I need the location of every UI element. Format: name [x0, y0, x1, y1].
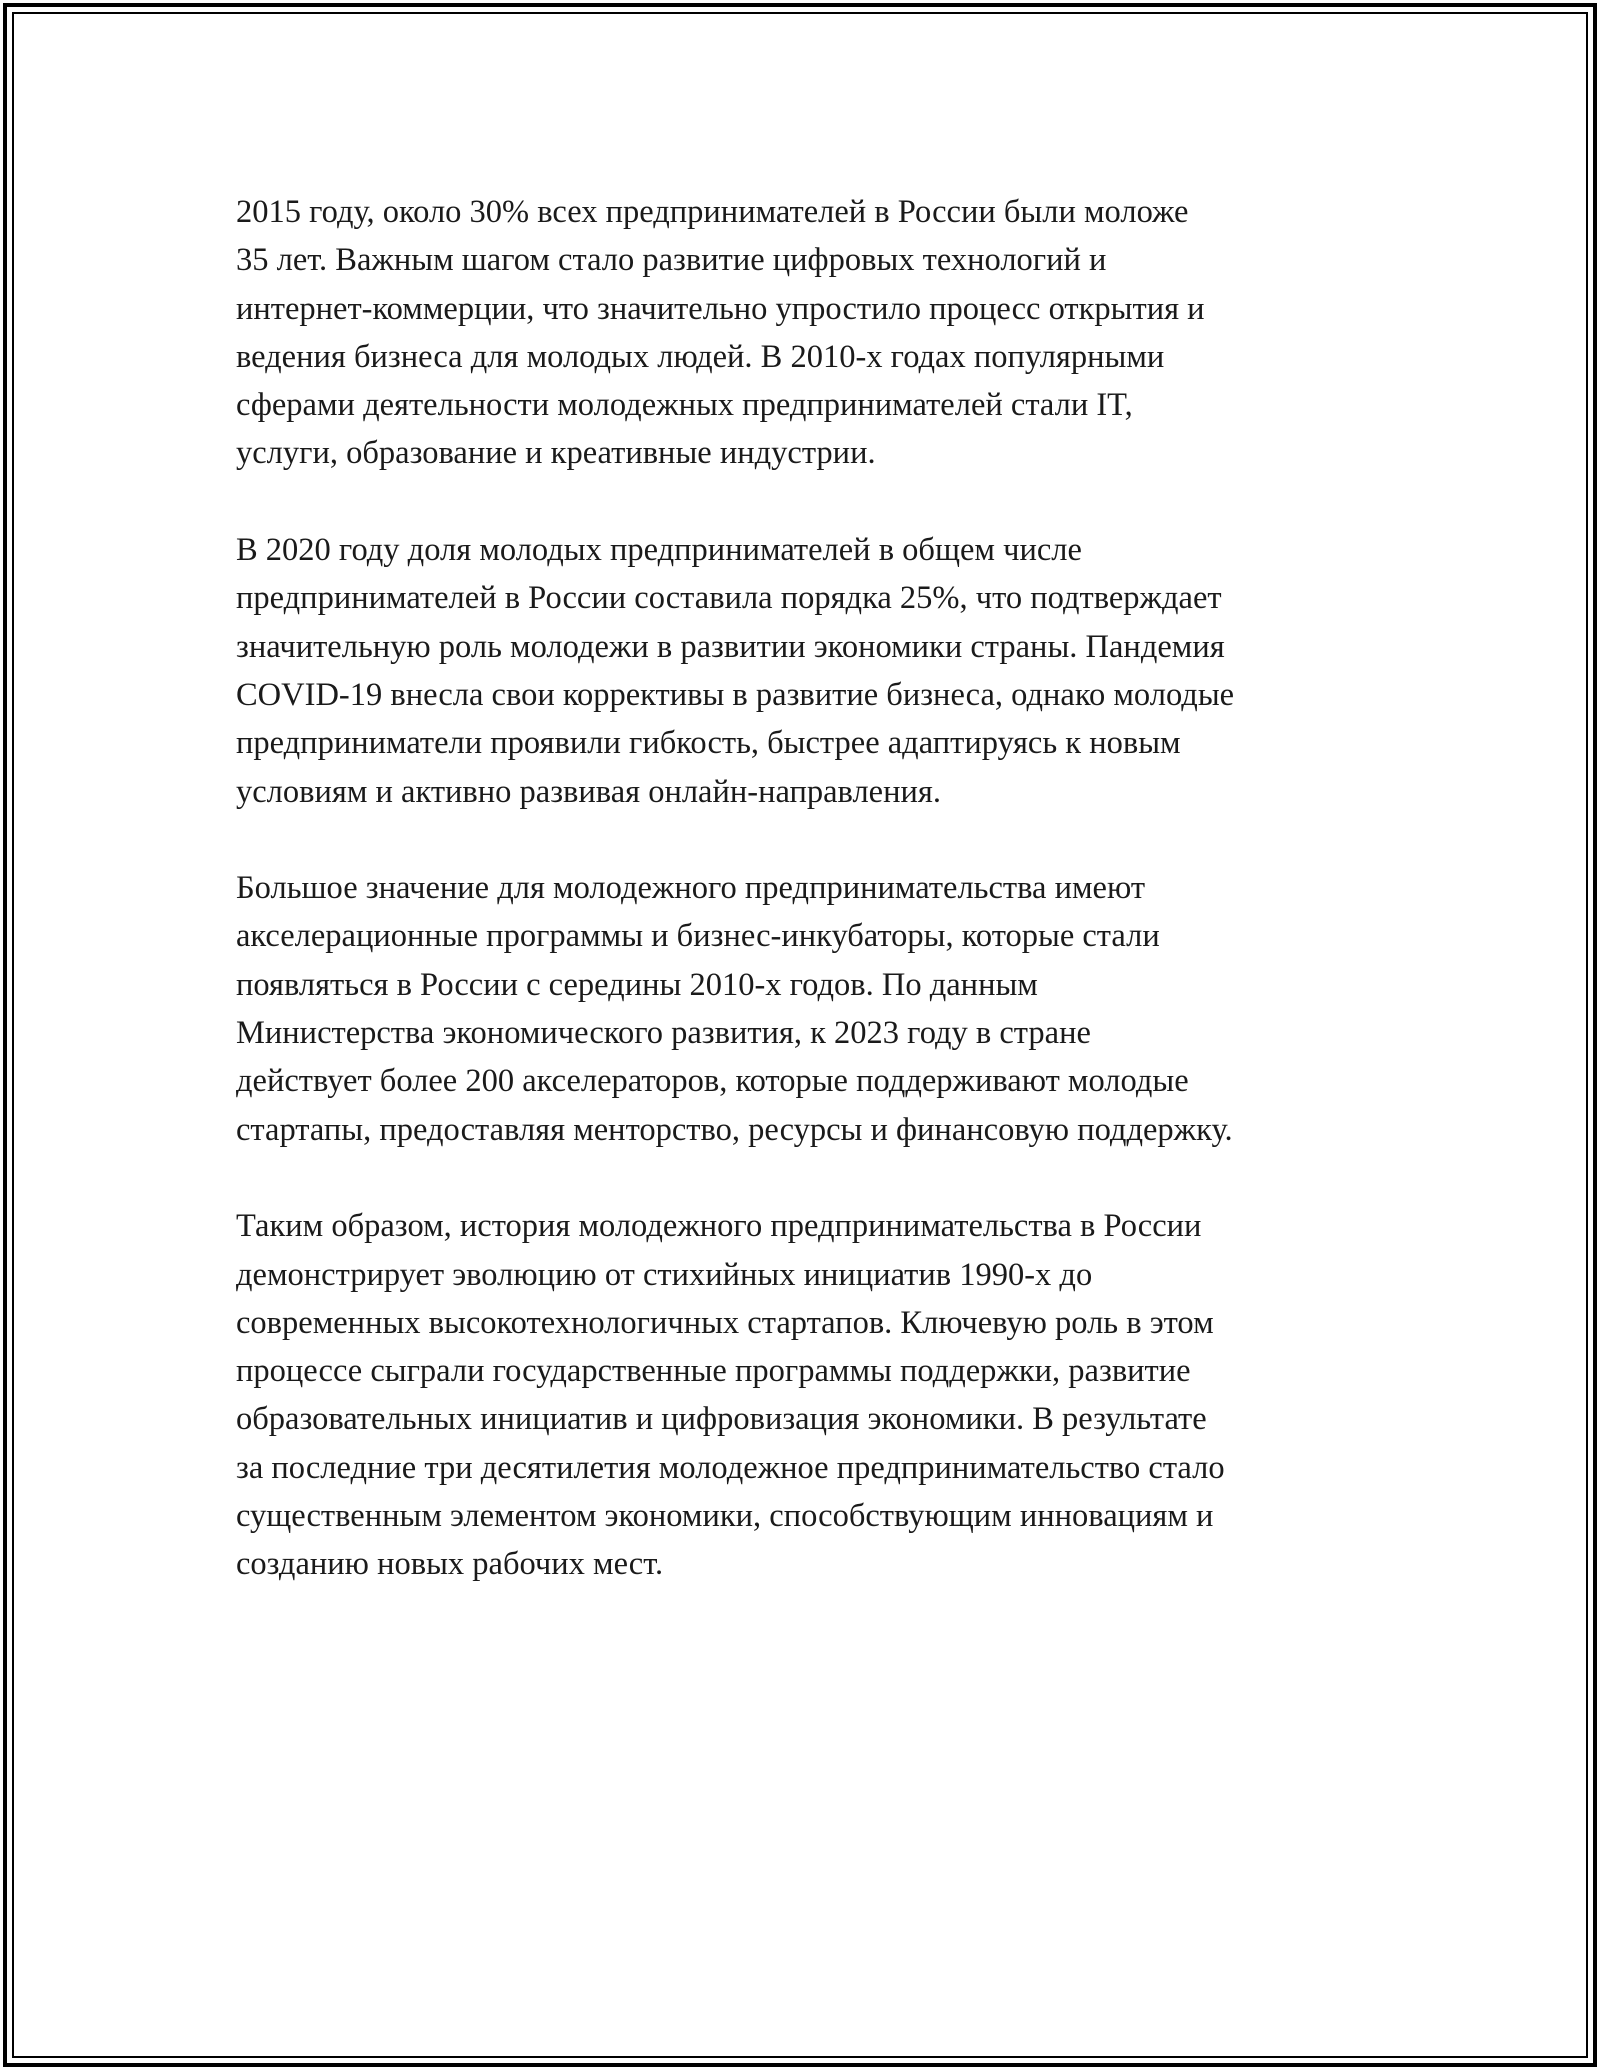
- text-line: действует более 200 акселераторов, которые поддерживают молодые: [236, 1063, 1189, 1100]
- text-line: за последние три десятилетия молодежное предпринимательство стало: [236, 1449, 1225, 1486]
- text-line: 35 лет. Важным шагом стало развитие цифровых технологий и: [236, 242, 1107, 279]
- text-line: появляться в России с середины 2010-х годов. По данным: [236, 966, 1038, 1003]
- text-line: Большое значение для молодежного предпринимательства имеют: [236, 870, 1146, 907]
- text-line: созданию новых рабочих мест.: [236, 1546, 664, 1583]
- text-line: демонстрирует эволюцию от стихийных инициатив 1990-х до: [236, 1256, 1093, 1293]
- text-line: Таким образом, история молодежного предпринимательства в России: [236, 1208, 1202, 1245]
- text-line: ведения бизнеса для молодых людей. В 2010-х годах популярными: [236, 338, 1165, 375]
- paragraph-3: [236, 864, 1396, 1154]
- text-line: существенным элементом экономики, способствующим инновациям и: [236, 1498, 1214, 1535]
- text-line: Министерства экономического развития, к 2023 году в стране: [236, 1015, 1091, 1052]
- text-line: предприниматели проявили гибкость, быстрее адаптируясь к новым: [236, 725, 1181, 762]
- text-line: В 2020 году доля молодых предпринимателей в общем числе: [236, 532, 1082, 569]
- text-line: интернет-коммерции, что значительно упростило процесс открытия и: [236, 290, 1205, 327]
- text-line: процессе сыграли государственные программы поддержки, развитие: [236, 1353, 1191, 1390]
- text-line: 2015 году, около 30% всех предпринимателей в России были моложе: [236, 194, 1189, 230]
- text-line: предпринимателей в России составила порядка 25%, что подтверждает: [236, 580, 1222, 617]
- text-line: образовательных инициатив и цифровизация экономики. В результате: [236, 1401, 1207, 1438]
- paragraph-4: [236, 1202, 1396, 1588]
- text-line: современных высокотехнологичных стартапов. Ключевую роль в этом: [236, 1304, 1214, 1341]
- paragraph-2: [236, 526, 1396, 816]
- text-line: сферами деятельности молодежных предпринимателей стали IT,: [236, 387, 1133, 424]
- document-body: [236, 188, 1396, 1637]
- text-line: стартапы, предоставляя менторство, ресурсы и финансовую поддержку.: [236, 1111, 1233, 1148]
- text-line: условиям и активно развивая онлайн-направления.: [236, 773, 941, 810]
- text-line: акселерационные программы и бизнес-инкубаторы, которые стали: [236, 918, 1160, 955]
- text-line: услуги, образование и креативные индустрии.: [236, 435, 876, 472]
- paragraph-1: [236, 188, 1396, 478]
- text-line: COVID-19 внесла свои коррективы в развитие бизнеса, однако молодые: [236, 676, 1235, 713]
- text-line: значительную роль молодежи в развитии экономики страны. Пандемия: [236, 628, 1225, 665]
